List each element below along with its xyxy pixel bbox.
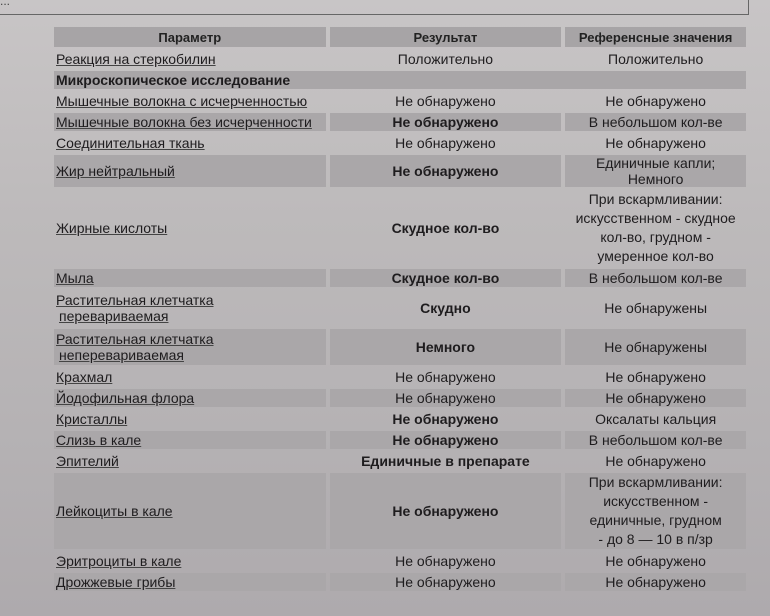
reference-line: Не обнаружено	[605, 93, 706, 109]
parameter-link[interactable]: Растительная клетчатка	[56, 292, 214, 308]
parameter-cell	[54, 431, 326, 449]
parameter-cell	[54, 410, 326, 428]
table-row	[54, 290, 746, 326]
header-reference: Референсные значения	[565, 27, 746, 47]
parameter-link[interactable]: перевариваемая	[59, 308, 169, 324]
parameter-link[interactable]: Соединительная ткань	[56, 135, 205, 151]
parameter-cell	[54, 368, 326, 386]
parameter-cell	[54, 329, 326, 365]
section-title: Микроскопическое исследование	[54, 71, 746, 89]
table-row	[54, 134, 746, 152]
parameter-cell	[54, 269, 326, 287]
parameter-link[interactable]: Йодофильная флора	[56, 390, 195, 406]
parameter-cell	[54, 452, 326, 470]
table-row	[54, 190, 746, 266]
result-cell: Скудное кол-во	[330, 269, 562, 287]
result-cell: Не обнаружено	[395, 553, 496, 569]
reference-line: Оксалаты кальция	[595, 411, 717, 427]
result-cell: Скудно	[420, 300, 471, 316]
reference-line: Не обнаружено	[605, 574, 706, 590]
parameter-link[interactable]: Мышечные волокна с исчерченностью	[56, 93, 308, 109]
reference-cell	[565, 368, 746, 386]
parameter-link[interactable]: Лейкоциты в кале	[56, 503, 173, 519]
result-cell: Не обнаружено	[392, 411, 499, 427]
reference-cell	[565, 452, 746, 470]
result-cell: Единичные в препарате	[361, 453, 530, 469]
reference-line: искусственном - скудное	[575, 210, 736, 226]
parameter-link[interactable]: Слизь в кале	[56, 432, 142, 448]
table-row	[54, 113, 746, 131]
reference-line: Положительно	[608, 51, 704, 67]
result-cell: Не обнаружено	[395, 369, 496, 385]
table-row	[54, 329, 746, 365]
table-row	[54, 431, 746, 449]
parameter-link[interactable]: Жирные кислоты	[56, 220, 168, 236]
table-row	[54, 552, 746, 570]
reference-line: единичные, грудном	[589, 512, 722, 528]
parameter-cell	[54, 113, 326, 131]
table-row	[54, 92, 746, 110]
reference-cell	[565, 473, 746, 549]
parameter-cell	[54, 190, 326, 266]
parameter-cell	[54, 389, 326, 407]
table-header-row	[54, 27, 746, 47]
parameter-link[interactable]: Эпителий	[56, 453, 119, 469]
reference-cell	[565, 431, 746, 449]
result-cell: Не обнаружено	[330, 573, 562, 591]
parameter-cell	[54, 473, 326, 549]
table-row	[54, 452, 746, 470]
parameter-cell	[54, 155, 326, 187]
reference-cell	[565, 190, 746, 266]
section-row	[54, 71, 746, 89]
reference-line: - до 8 — 10 в п/зр	[598, 531, 713, 547]
reference-cell	[565, 410, 746, 428]
reference-cell	[565, 389, 746, 407]
reference-line: кол-во, грудном -	[600, 229, 711, 245]
table-row	[54, 368, 746, 386]
parameter-link[interactable]: Растительная клетчатка	[56, 331, 214, 347]
reference-line: Не обнаружены	[604, 339, 708, 355]
reference-line: В небольшом кол-ве	[588, 114, 723, 130]
result-cell: Не обнаружено	[330, 113, 562, 131]
parameter-link[interactable]: Эритроциты в кале	[56, 553, 182, 569]
parameter-cell	[54, 92, 326, 110]
reference-line: Не обнаружено	[605, 453, 706, 469]
parameter-cell	[54, 552, 326, 570]
reference-cell	[565, 134, 746, 152]
parameter-link[interactable]: Дрожжевые грибы	[56, 574, 176, 590]
parameter-link[interactable]: неперевариваемая	[59, 347, 184, 363]
reference-cell	[565, 50, 746, 68]
table-row	[54, 473, 746, 549]
top-fragment-text: ...	[0, 0, 11, 8]
parameter-link[interactable]: Крахмал	[56, 369, 113, 385]
parameter-cell	[54, 134, 326, 152]
result-cell: Положительно	[397, 51, 494, 67]
lab-results-table	[50, 24, 750, 594]
parameter-link[interactable]: Мыла	[56, 270, 94, 286]
reference-cell	[565, 552, 746, 570]
result-cell: Не обнаружено	[330, 431, 562, 449]
reference-cell	[565, 113, 746, 131]
reference-cell	[565, 329, 746, 365]
table-body	[54, 50, 746, 591]
reference-line: Единичные капли; Немного	[595, 155, 716, 187]
header-parameter: Параметр	[54, 27, 326, 47]
header-result: Результат	[330, 27, 562, 47]
reference-line: искусственном -	[603, 493, 709, 509]
parameter-cell	[54, 290, 326, 326]
parameter-link[interactable]: Кристаллы	[56, 411, 128, 427]
reference-cell	[565, 290, 746, 326]
table-row	[54, 389, 746, 407]
result-cell: Не обнаружено	[330, 389, 562, 407]
top-frame-fragment	[0, 0, 749, 15]
result-cell: Немного	[330, 329, 562, 365]
result-cell: Не обнаружено	[395, 93, 496, 109]
reference-line: В небольшом кол-ве	[588, 270, 723, 286]
parameter-link[interactable]: Жир нейтральный	[56, 163, 175, 179]
reference-line: Не обнаружено	[605, 135, 706, 151]
reference-cell	[565, 269, 746, 287]
reference-line: Не обнаружены	[604, 300, 708, 316]
result-cell: Не обнаружено	[330, 155, 562, 187]
parameter-cell	[54, 573, 326, 591]
table-row	[54, 410, 746, 428]
reference-line: В небольшом кол-ве	[588, 432, 723, 448]
parameter-link[interactable]: Мышечные волокна без исчерченности	[56, 114, 312, 130]
reference-line: При вскармливании:	[588, 191, 723, 207]
reference-line: Не обнаружено	[605, 390, 706, 406]
table-row	[54, 573, 746, 591]
parameter-link[interactable]: Реакция на стеркобилин	[56, 51, 216, 67]
reference-line: Не обнаружено	[605, 553, 706, 569]
reference-cell	[565, 155, 746, 187]
table-row	[54, 50, 746, 68]
reference-line: При вскармливании:	[588, 474, 723, 490]
reference-line: умеренное кол-во	[597, 248, 714, 264]
reference-cell	[565, 92, 746, 110]
result-cell: Не обнаружено	[395, 135, 496, 151]
parameter-cell	[54, 50, 326, 68]
table-row	[54, 155, 746, 187]
result-cell: Не обнаружено	[330, 473, 562, 549]
reference-cell	[565, 573, 746, 591]
table-row	[54, 269, 746, 287]
reference-line: Не обнаружено	[605, 369, 706, 385]
result-cell: Скудное кол-во	[391, 220, 500, 236]
